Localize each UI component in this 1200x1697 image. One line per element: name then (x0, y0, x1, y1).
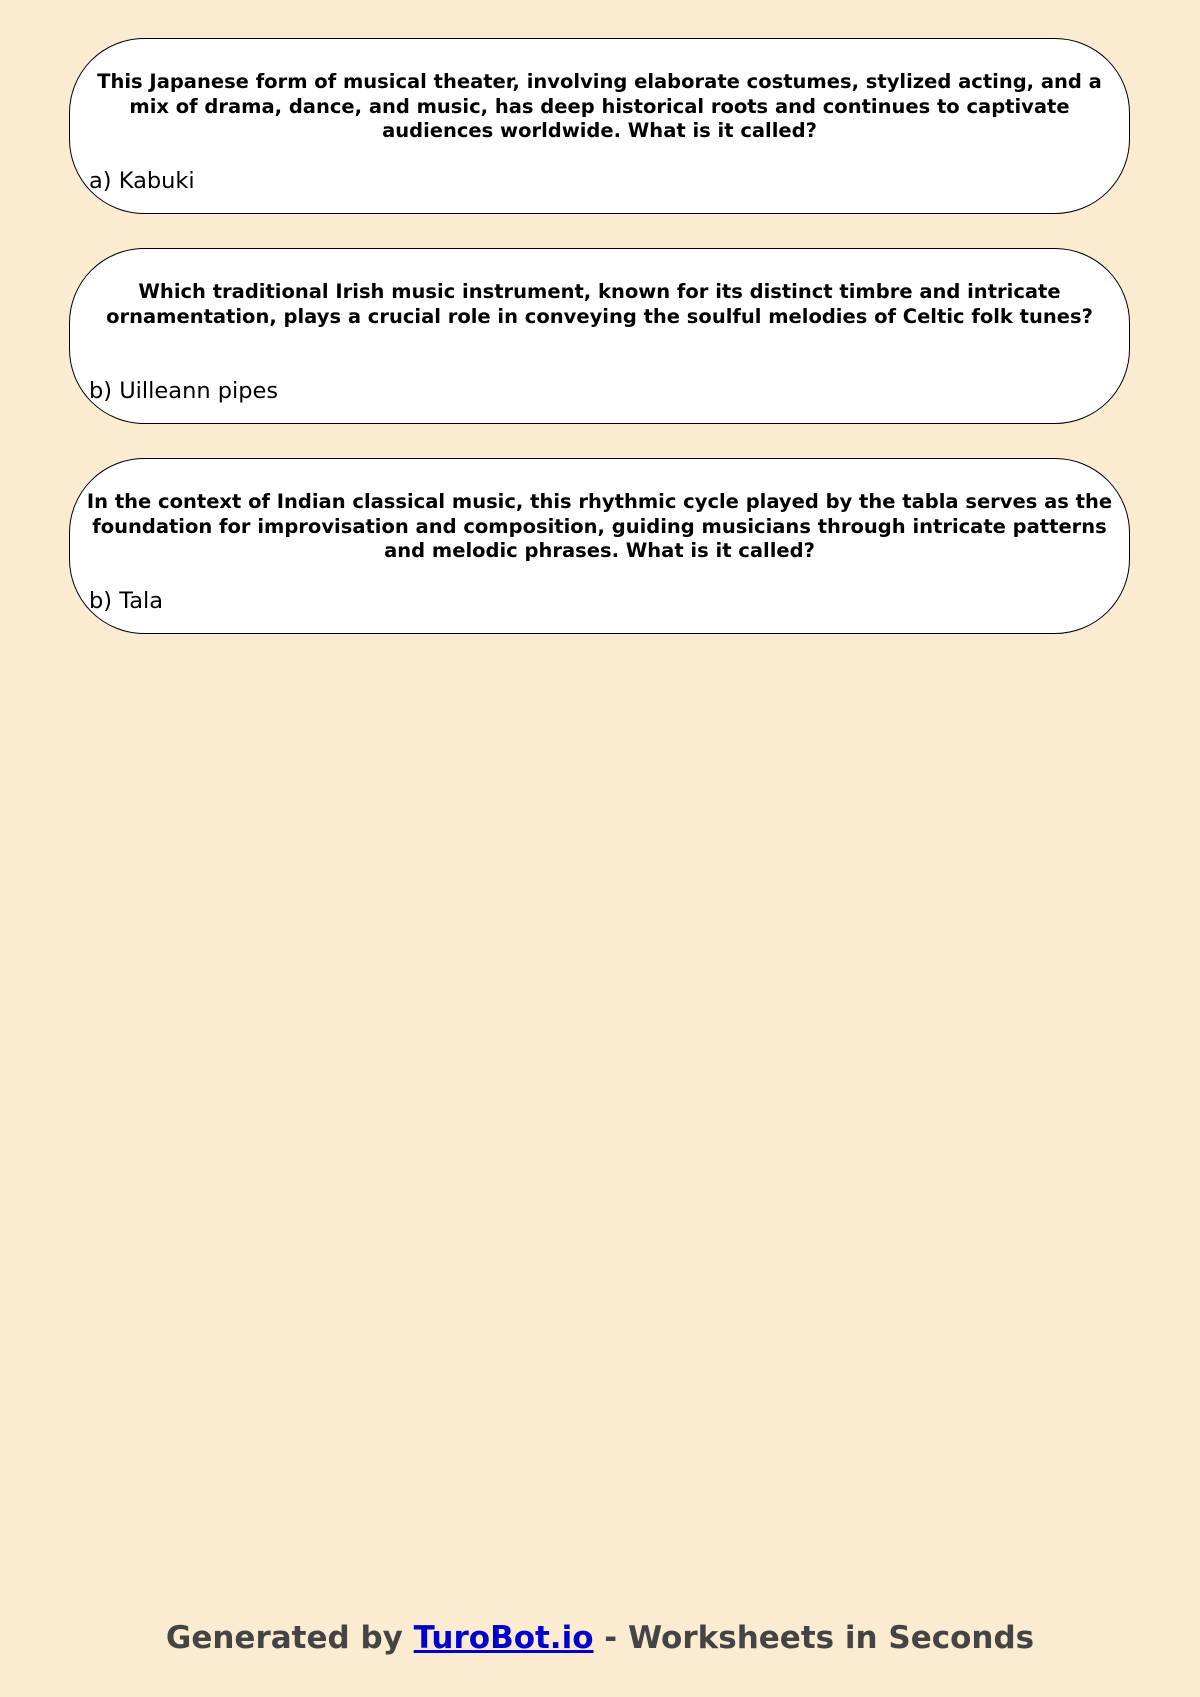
question-text: This Japanese form of musical theater, involving elaborate costumes, stylized acting, and a mix of drama, dance, and music, has deep historical roots and continues to captivate audiences worldwide. What is it called? (97, 70, 1102, 142)
question-text: Which traditional Irish music instrument, known for its distinct timbre and intricate ornamentation, plays a crucial role in conveying the soulful melodies of Celtic folk tunes? (106, 280, 1093, 328)
question-card (69, 248, 1130, 424)
answer-text: b) Tala (89, 588, 164, 614)
footer-suffix: - Worksheets in Seconds (593, 1620, 1035, 1656)
footer (0, 1618, 1200, 1658)
question-text: In the context of Indian classical music, this rhythmic cycle played by the tabla serves as the foundation for improvisation and composition, guiding musicians through intricate patterns and melodic phrases. What is it called? (86, 490, 1113, 562)
footer-prefix: Generated by (165, 1620, 414, 1656)
turobot-link[interactable]: TuroBot.io (413, 1620, 594, 1656)
question-card (69, 38, 1130, 214)
answer-text: a) Kabuki (89, 168, 195, 194)
question-card (69, 458, 1130, 634)
answer-text: b) Uilleann pipes (89, 378, 279, 404)
